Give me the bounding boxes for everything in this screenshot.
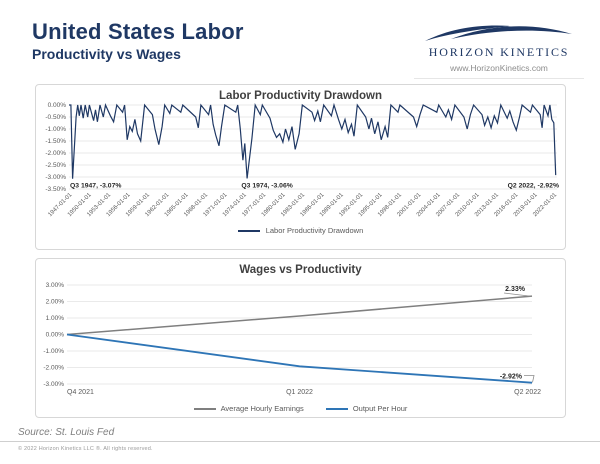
annotation-label: Q2 2022, -2.92% (507, 182, 559, 190)
y-tick-label: -2.00% (43, 364, 64, 372)
legend-item-output (326, 404, 408, 413)
x-tick-label: 1992-01-01 (338, 192, 365, 219)
y-tick-label: 0.00% (47, 102, 66, 109)
logo (414, 20, 584, 79)
x-tick-label: 1983-01-01 (280, 192, 307, 219)
x-tick-label: 2016-01-01 (493, 192, 520, 219)
x-tick-label: 1968-01-01 (183, 192, 210, 219)
output-series-line (67, 335, 532, 383)
source-note: Source: St. Louis Fed (18, 427, 115, 438)
x-tick-label: 1962-01-01 (144, 192, 171, 219)
title-block (32, 20, 244, 62)
y-tick-label: 2.00% (45, 298, 64, 306)
y-tick-label: -3.50% (45, 186, 66, 193)
y-tick-label: -1.00% (43, 348, 64, 355)
x-tick-label: Q1 2022 (286, 389, 313, 396)
earnings-legend-line-icon (194, 408, 216, 410)
x-tick-label: 1989-01-01 (318, 192, 345, 219)
copyright-note: © 2022 Horizon Kinetics LLC ®. All rights reserved. (18, 446, 153, 452)
x-tick-label: 2004-01-01 (415, 192, 442, 219)
annotation-label: Q3 1947, -3.07% (70, 182, 122, 190)
logo-wordmark: HORIZON KINETICS (428, 45, 570, 59)
x-tick-label: 1980-01-01 (260, 192, 287, 219)
y-tick-label: -3.00% (43, 381, 64, 388)
x-tick-label: 1977-01-01 (241, 192, 268, 219)
x-tick-label: 1956-01-01 (105, 192, 132, 219)
drawdown-chart-legend (36, 226, 565, 235)
x-tick-label: 1950-01-01 (66, 192, 93, 219)
earnings-series-line (67, 296, 532, 334)
earnings-legend-label: Average Hourly Earnings (220, 404, 304, 413)
y-tick-label: -0.50% (45, 114, 66, 121)
drawdown-chart-plot (36, 102, 565, 224)
x-tick-label: 1965-01-01 (163, 192, 190, 219)
x-tick-label: 2019-01-01 (512, 192, 539, 219)
footer-divider (0, 441, 600, 442)
x-tick-label: 1995-01-01 (357, 192, 384, 219)
logo-website-url: www.HorizonKinetics.com (450, 63, 548, 73)
x-tick-label: 2010-01-01 (454, 192, 481, 219)
y-tick-label: -1.00% (45, 126, 66, 133)
drawdown-series-line (69, 105, 556, 179)
wages-chart-legend (36, 404, 565, 413)
drawdown-legend-label: Labor Productivity Drawdown (265, 226, 364, 235)
logo-swoosh-icon (423, 20, 575, 44)
earnings-label-leader (504, 293, 532, 296)
header (32, 20, 584, 79)
annotation-label: Q3 1974, -3.06% (241, 182, 293, 190)
wages-chart-plot (36, 276, 565, 404)
y-tick-label: -2.50% (45, 162, 66, 169)
x-tick-label: Q4 2021 (67, 389, 94, 396)
page-subtitle: Productivity vs Wages (32, 46, 181, 63)
output-legend-label: Output Per Hour (352, 404, 408, 413)
drawdown-chart-title: Labor Productivity Drawdown (219, 90, 382, 102)
y-tick-label: 0.00% (45, 331, 64, 339)
drawdown-chart-card (35, 84, 566, 250)
wages-chart-card (35, 258, 566, 418)
x-tick-label: 2007-01-01 (435, 192, 462, 219)
x-tick-label: 2022-01-01 (532, 192, 559, 219)
page-title: United States Labor (32, 19, 244, 44)
x-tick-label: Q2 2022 (514, 389, 541, 396)
x-tick-label: 2001-01-01 (396, 192, 423, 219)
x-tick-label: 1971-01-01 (202, 192, 229, 219)
x-tick-label: 1974-01-01 (221, 192, 248, 219)
x-tick-label: 2013-01-01 (474, 192, 501, 219)
y-tick-label: 3.00% (45, 282, 64, 289)
drawdown-legend-line-icon (238, 230, 260, 232)
x-tick-label: 1998-01-01 (377, 192, 404, 219)
wages-chart-title: Wages vs Productivity (239, 264, 362, 276)
y-tick-label: -1.50% (45, 138, 66, 145)
x-tick-label: 1953-01-01 (86, 192, 113, 219)
y-tick-label: -2.00% (45, 150, 66, 157)
output-legend-line-icon (326, 408, 348, 410)
legend-item-earnings (194, 404, 304, 413)
x-tick-label: 1986-01-01 (299, 192, 326, 219)
earnings-end-label: 2.33% (505, 286, 525, 293)
output-end-label: -2.92% (499, 373, 522, 381)
x-tick-label: 1947-01-01 (47, 192, 74, 219)
x-tick-label: 1959-01-01 (125, 192, 152, 219)
y-tick-label: -3.00% (45, 174, 66, 181)
y-tick-label: 1.00% (45, 315, 64, 322)
